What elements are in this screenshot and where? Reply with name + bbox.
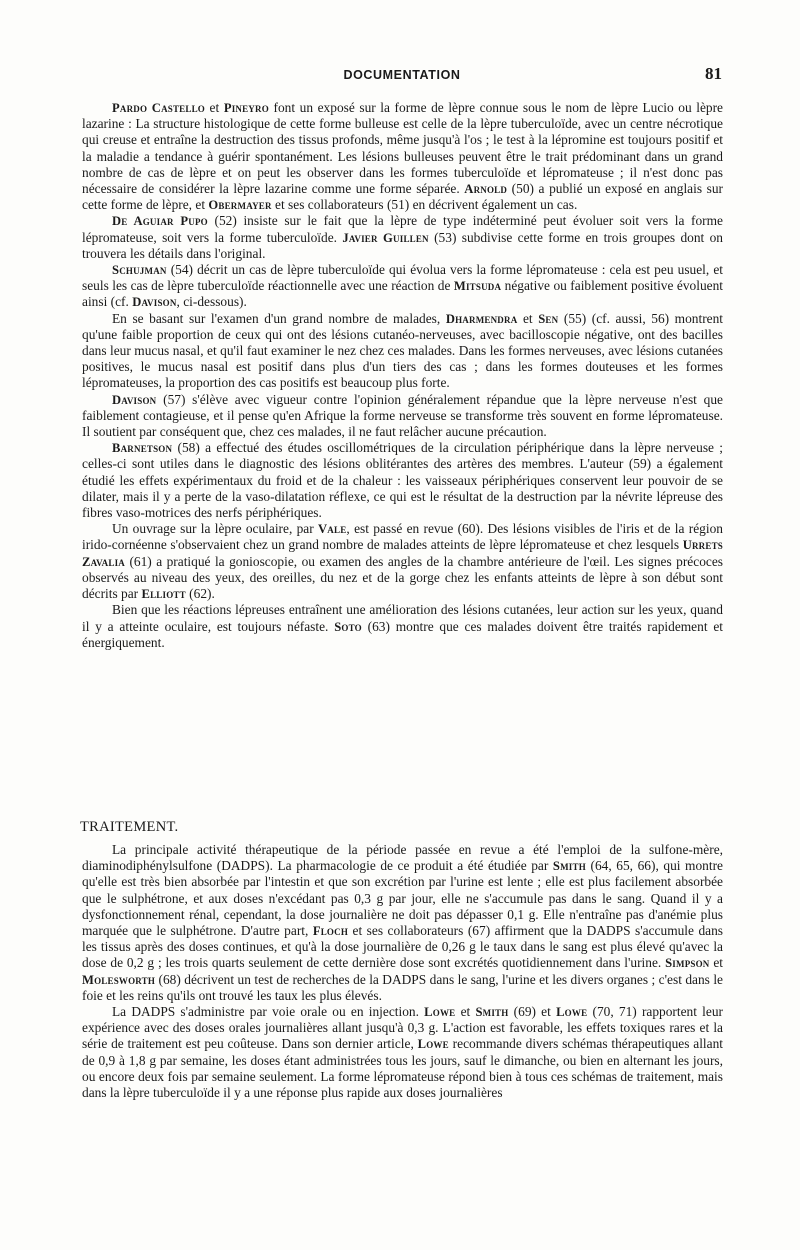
text-run: (53) subdivise cette forme en trois groupes dont on trouvera les détails dans l'original. bbox=[82, 229, 723, 261]
text-run: (54) décrit un cas de lèpre tuberculoïde qui évolua vers la forme lépromateuse : cela est peu usuel, et seuls les cas de lèpre tuberculoïde réactionnelle avec une réaction de bbox=[82, 262, 723, 294]
paragraph bbox=[82, 213, 723, 262]
author-name: Pineyro bbox=[223, 101, 269, 115]
text-run: (50) a publié un exposé en anglais sur cette forme de lèpre, et bbox=[82, 181, 723, 213]
author-name: Pardo Castello bbox=[112, 101, 205, 115]
author-name: Schujman bbox=[112, 263, 167, 278]
section-heading: TRAITEMENT. bbox=[80, 819, 179, 835]
author-name: De Aguiar Pupo bbox=[112, 214, 208, 229]
running-title: DOCUMENTATION bbox=[343, 68, 461, 82]
text-run: (61) a pratiqué la gonioscopie, ou examen des angles de la chambre antérieure de l'œil. Les signes précoces observés au niveau des yeux, des oreilles, du nez et de la gorge chez les enfants atteints de lèpre à son début sont décrits par bbox=[82, 553, 723, 602]
text-run: Bien que les réactions lépreuses entraînent une amélioration des lésions cutanées, leur action sur les yeux, quand il y a atteinte oculaire, est toujours néfaste. bbox=[82, 602, 723, 634]
author-name: Lowe bbox=[424, 1005, 456, 1020]
paragraph bbox=[82, 262, 723, 311]
paragraph bbox=[82, 440, 723, 521]
author-name: Barnetson bbox=[112, 441, 173, 456]
text-run: et bbox=[204, 100, 224, 115]
page-number: 81 bbox=[705, 64, 722, 83]
text-run: et ses collaborateurs (67) affirment que la DADPS s'accumule dans les tissus après des doses continues, et qu'à la dose journalière de 0,26 g le taux dans le sang est plus élevé qu'avec la dose de 0,2 g ; les trois quarts seulement de cette dernière dose sont excrétés quotidiennement dans l'urine. bbox=[82, 923, 723, 971]
author-name: Sen bbox=[538, 311, 559, 326]
text-run: (63) montre que ces malades doivent être traités rapidement et énergiquement. bbox=[82, 618, 723, 650]
author-name: Simpson bbox=[665, 956, 710, 971]
text-run: recommande divers schémas thérapeutiques allant de 0,9 à 1,8 g par semaine, les doses étant administrées tous les jours, sauf le dimanche, ou bien en alternant les jours, ou encore deux fois par semaine seulement. La forme lépromateuse répond bien à tous ces schémas de traitement, mais dans la lèpre tuberculoïde il y a une réponse plus rapide aux doses journalières bbox=[82, 1036, 723, 1101]
text-run: En se basant sur l'examen d'un grand nombre de malades, bbox=[112, 310, 446, 326]
text-run: et bbox=[517, 310, 539, 326]
author-name: Lowe bbox=[417, 1037, 449, 1052]
author-name: Molesworth bbox=[82, 972, 156, 987]
text-run: (68) décrivent un test de recherches de la DADPS dans le sang, l'urine et les divers organes ; c'est dans le foie et les reins qu'ils ont trouvé les taux les plus élevés. bbox=[82, 971, 723, 1003]
text-run: La DADPS s'administre par voie orale ou en injection. bbox=[112, 1004, 425, 1020]
text-run: (70, 71) rapportent leur expérience avec des doses orales journalières allant jusqu'à 0,3 g. L'action est favorable, les effets toxiques rares et la série de traitement est peu coûteuse. Dans son dernier article, bbox=[82, 1004, 723, 1052]
text-run: et ses collaborateurs (51) en décrivent également un cas. bbox=[271, 197, 578, 213]
text-run: (58) a effectué des études oscillométriques de la circulation périphérique dans la lèpre nerveuse ; celles-ci sont utiles dans le diagnostic des lésions oblitérantes des artères des membres. L'auteur (59) a également étudié les effets expérimentaux du froid et de la chaleur : les vaisseaux périphériques conservent leur pouvoir de se dilater, mais il y a perte de la vaso-dilatation réflexe, ce qui est le résultat de la destruction par la névrite lépreuse des fibres vaso-motrices des nerfs périphériques. bbox=[82, 440, 723, 521]
author-name: Elliott bbox=[141, 587, 186, 602]
paragraph bbox=[82, 602, 723, 651]
text-run: et bbox=[455, 1004, 476, 1020]
author-name: Lowe bbox=[556, 1005, 588, 1020]
text-run: et bbox=[709, 955, 723, 971]
text-run: (62). bbox=[185, 586, 215, 602]
paragraph bbox=[82, 1004, 723, 1101]
paragraph bbox=[82, 521, 723, 602]
author-name: Vale bbox=[318, 522, 347, 537]
running-header bbox=[82, 66, 722, 88]
text-run: Un ouvrage sur la lèpre oculaire, par bbox=[112, 521, 319, 537]
author-name: Floch bbox=[312, 924, 349, 939]
author-name: Obermayer bbox=[208, 198, 272, 213]
text-run: La principale activité thérapeutique de la période passée en revue a été l'emploi de la sulfone-mère, diaminodiphénylsulfone (DADPS). La pharmacologie de ce produit a été étudiée par bbox=[82, 842, 723, 874]
author-name: Mitsuda bbox=[453, 279, 502, 294]
text-run: (64, 65, 66), qui montre qu'elle est très bien absorbée par l'intestin et que son excrétion par l'urine est lente ; elle est plus facilement absorbée que le sulphétrone, et aux doses n'excédant pas 0,3 g par jour, elle ne s'accumule pas dans le sang. Quand il y a dysfonctionnement rénal, cependant, la dose journalière ne doit pas dépasser 0,1 g. Elle n'entraîne pas d'anémie plus marquée que le sulphétrone. D'autre part, bbox=[82, 858, 723, 939]
text-run: , ci-dessous). bbox=[176, 294, 247, 310]
section-body-treatment bbox=[82, 842, 723, 1101]
text-run: (69) et bbox=[508, 1004, 557, 1020]
paragraph bbox=[82, 392, 723, 441]
author-name: Urrets Zavalia bbox=[82, 538, 723, 569]
text-run: négative ou faiblement positive évoluent ainsi (cf. bbox=[82, 278, 723, 310]
paragraph bbox=[82, 311, 723, 392]
text-run: (57) s'élève avec vigueur contre l'opinion généralement répandue que la lèpre nerveuse n'est que faiblement contagieuse, et il pense qu'en Afrique la forme nerveuse se transforme très souvent en forme lépromateuse. Il soutient par conséquent que, chez ces malades, il ne faut relâcher aucune précaution. bbox=[82, 391, 723, 440]
author-name: Davison bbox=[132, 295, 177, 310]
author-name: Arnold bbox=[464, 182, 508, 197]
author-name: Smith bbox=[475, 1005, 509, 1020]
text-run: font un exposé sur la forme de lèpre connue sous le nom de lèpre Lucio ou lèpre lazarine : La structure histologique de cette forme bulleuse est celle de la lèpre tuberculoïde, avec un centre nécrotique qui creuse et entraîne la destruction des tissus profonds, même jusqu'à l'os ; le test à la lépromine est toujours positif et la maladie a tendance à guérir spontanément. Les lésions bulleuses peuvent être le trait prédominant dans un grand nombre de cas de lèpre et on peut les observer dans les formes tuberculoïde et lépromateuse ; il n'est donc pas nécessaire de considérer la lèpre lazarine comme une forme séparée. bbox=[82, 100, 723, 197]
author-name: Javier Guillen bbox=[342, 230, 429, 245]
section-body bbox=[82, 100, 723, 651]
text-run: , est passé en revue (60). Des lésions visibles de l'iris et de la région irido-cornéenne s'observaient chez un grand nombre de malades atteints de lèpre lépromateuse et chez lesquels bbox=[82, 521, 723, 553]
text-run: (55) (cf. aussi, 56) montrent qu'une faible proportion de ceux qui ont des lésions cutanéo-nerveuses, avec bacilloscopie négative, ont des bacilles dans leur mucus nasal, et qu'il faut examiner le nez chez ces malades. Dans les formes nerveuses, avec lésions cutanées positives, le mucus nasal est positif dans plus d'un tiers des cas ; dans les formes douteuses et les formes lépromateuses, la proportion des cas positifs est beaucoup plus forte. bbox=[82, 310, 724, 391]
author-name: Smith bbox=[552, 859, 586, 874]
author-name: Soto bbox=[334, 619, 362, 634]
author-name: Dharmendra bbox=[445, 311, 518, 326]
paragraph bbox=[82, 100, 723, 213]
paragraph bbox=[82, 842, 723, 1004]
text-run: (52) insiste sur le fait que la lèpre de type indéterminé peut évoluer soit vers la forme lépromateuse, soit vers la forme tuberculoïde. bbox=[82, 213, 723, 245]
author-name: Davison bbox=[112, 392, 157, 407]
